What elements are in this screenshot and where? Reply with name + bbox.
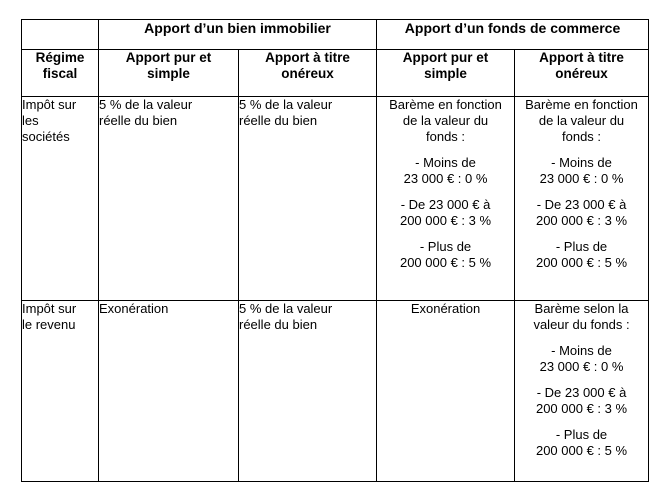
cell-line: réelle du bien bbox=[99, 113, 178, 128]
cell-line: 200 000 € : 5 % bbox=[535, 443, 628, 458]
fonds-pur-cell bbox=[377, 97, 515, 301]
cell-line: Impôt sur bbox=[22, 97, 77, 112]
cell-line: les bbox=[22, 113, 39, 128]
cell-line: réelle du bien bbox=[239, 317, 318, 332]
cell-line: 5 % de la valeur bbox=[239, 301, 333, 316]
immo-onereux-cell bbox=[239, 301, 377, 482]
cell-paragraph bbox=[515, 427, 648, 459]
header-immo-onereux bbox=[239, 50, 377, 97]
cell-line: 200 000 € : 5 % bbox=[535, 255, 628, 270]
cell-line: Impôt sur bbox=[22, 301, 77, 316]
header-line: simple bbox=[424, 66, 467, 81]
cell-paragraph bbox=[515, 301, 648, 333]
cell-paragraph bbox=[515, 155, 648, 187]
cell-line: sociétés bbox=[22, 129, 70, 144]
cell-paragraph bbox=[515, 343, 648, 375]
cell-line: 5 % de la valeur bbox=[99, 97, 193, 112]
cell-line: Barème en fonction bbox=[525, 97, 638, 112]
cell-line: fonds : bbox=[426, 129, 466, 144]
regime-cell bbox=[22, 97, 99, 301]
cell-line: 23 000 € : 0 % bbox=[539, 171, 624, 186]
group-header-row bbox=[22, 20, 649, 50]
cell-line: 200 000 € : 3 % bbox=[535, 213, 628, 228]
fonds-onereux-cell bbox=[515, 301, 649, 482]
cell-line: - Moins de bbox=[415, 155, 476, 170]
cell-paragraph bbox=[377, 155, 514, 187]
header-immo-pur bbox=[99, 50, 239, 97]
cell-line: 200 000 € : 3 % bbox=[399, 213, 492, 228]
table-row bbox=[22, 301, 649, 482]
header-fonds-onereux bbox=[515, 50, 649, 97]
cell-line: 200 000 € : 5 % bbox=[399, 255, 492, 270]
cell-line: réelle du bien bbox=[239, 113, 318, 128]
cell-line: de la valeur du bbox=[538, 113, 625, 128]
cell-paragraph bbox=[377, 239, 514, 271]
fonds-onereux-cell bbox=[515, 97, 649, 301]
cell-line: de la valeur du bbox=[402, 113, 489, 128]
cell-paragraph bbox=[515, 97, 648, 145]
immo-onereux-cell bbox=[239, 97, 377, 301]
cell-line: - De 23 000 € à bbox=[536, 385, 627, 400]
header-line: Apport pur et bbox=[402, 50, 489, 65]
header-regime-fiscal bbox=[22, 50, 99, 97]
cell-paragraph bbox=[515, 197, 648, 229]
cell-paragraph bbox=[515, 239, 648, 271]
immo-pur-cell bbox=[99, 301, 239, 482]
sub-header-row bbox=[22, 50, 649, 97]
cell-line: - Moins de bbox=[551, 343, 612, 358]
immo-pur-cell bbox=[99, 97, 239, 301]
header-line: onéreux bbox=[281, 66, 334, 81]
cell-line: - De 23 000 € à bbox=[536, 197, 627, 212]
cell-paragraph bbox=[377, 301, 514, 317]
cell-line: Exonération bbox=[410, 301, 481, 316]
header-line: Apport à titre bbox=[539, 50, 624, 65]
cell-paragraph bbox=[377, 197, 514, 229]
cell-line: - Plus de bbox=[555, 239, 608, 254]
header-line: Apport pur et bbox=[125, 50, 212, 65]
header-line: simple bbox=[147, 66, 190, 81]
cell-paragraph bbox=[515, 385, 648, 417]
regime-cell bbox=[22, 301, 99, 482]
cell-line: - Moins de bbox=[551, 155, 612, 170]
group-header-immobilier: Apport d’un bien immobilier bbox=[99, 20, 377, 50]
tax-regime-table bbox=[21, 19, 649, 482]
cell-line: le revenu bbox=[22, 317, 76, 332]
empty-corner-cell bbox=[22, 20, 99, 50]
cell-line: Barème en fonction bbox=[389, 97, 502, 112]
cell-line: fonds : bbox=[562, 129, 602, 144]
header-line: fiscal bbox=[42, 66, 78, 81]
cell-line: 23 000 € : 0 % bbox=[539, 359, 624, 374]
cell-line: - Plus de bbox=[555, 427, 608, 442]
cell-line: Barème selon la bbox=[534, 301, 629, 316]
cell-line: 200 000 € : 3 % bbox=[535, 401, 628, 416]
cell-line: valeur du fonds : bbox=[533, 317, 630, 332]
table-row bbox=[22, 97, 649, 301]
header-line: onéreux bbox=[555, 66, 608, 81]
cell-line: 5 % de la valeur bbox=[239, 97, 333, 112]
cell-line: - Plus de bbox=[419, 239, 472, 254]
header-line: Apport à titre bbox=[265, 50, 350, 65]
header-fonds-pur bbox=[377, 50, 515, 97]
group-header-fonds: Apport d’un fonds de commerce bbox=[377, 20, 649, 50]
cell-line: 23 000 € : 0 % bbox=[403, 171, 488, 186]
cell-line: - De 23 000 € à bbox=[400, 197, 491, 212]
cell-paragraph bbox=[377, 97, 514, 145]
cell-line: Exonération bbox=[99, 301, 169, 316]
header-line: Régime bbox=[35, 50, 85, 65]
fonds-pur-cell bbox=[377, 301, 515, 482]
